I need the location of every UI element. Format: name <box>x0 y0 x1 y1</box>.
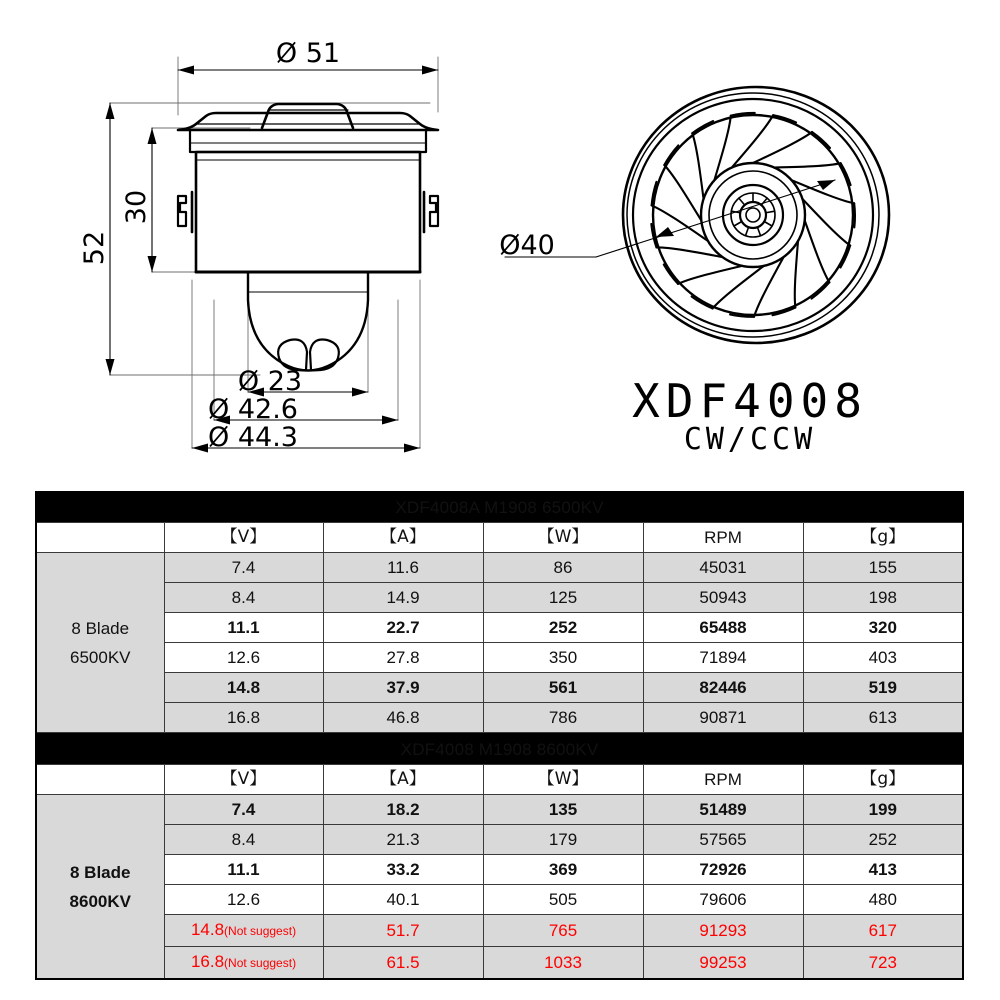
cell-1: 8.4 <box>164 583 323 613</box>
row-group-label-line: 8600KV <box>69 891 131 911</box>
dim-total-height: 52 <box>79 230 110 266</box>
cell-3: 86 <box>483 553 643 583</box>
table-header-row <box>36 765 963 795</box>
table-row <box>36 613 963 643</box>
cell-4: 99253 <box>643 947 803 980</box>
header-blank <box>36 523 164 553</box>
column-header-2: 【A】 <box>323 765 483 795</box>
product-title: XDF4008 <box>632 374 868 428</box>
cell-1: 14.8(Not suggest) <box>164 915 323 947</box>
cell-2: 37.9 <box>323 673 483 703</box>
table-row <box>36 673 963 703</box>
cell-1: 14.8 <box>164 673 323 703</box>
cell-5: 199 <box>803 795 963 825</box>
cell-2: 11.6 <box>323 553 483 583</box>
table-row <box>36 947 963 980</box>
cell-3: 786 <box>483 703 643 733</box>
cell-2: 27.8 <box>323 643 483 673</box>
column-header-1: 【V】 <box>164 765 323 795</box>
row-group-label <box>36 795 164 980</box>
cell-1: 12.6 <box>164 643 323 673</box>
cell-5: 723 <box>803 947 963 980</box>
spec-tables <box>35 491 962 980</box>
cell-1: 12.6 <box>164 885 323 915</box>
table-title-row <box>36 734 963 765</box>
table-title: XDF4008 M1908 8600KV <box>36 734 963 765</box>
cell-5: 155 <box>803 553 963 583</box>
cell-4: 65488 <box>643 613 803 643</box>
table-title-row <box>36 492 963 523</box>
row-group-label-line: 8 Blade <box>71 618 130 638</box>
cell-5: 252 <box>803 825 963 855</box>
row-group-label-line: 6500KV <box>70 647 131 667</box>
cell-1: 16.8(Not suggest) <box>164 947 323 980</box>
table-row <box>36 825 963 855</box>
table-row <box>36 795 963 825</box>
cell-2: 14.9 <box>323 583 483 613</box>
cell-3: 1033 <box>483 947 643 980</box>
cell-3: 561 <box>483 673 643 703</box>
cell-5: 519 <box>803 673 963 703</box>
cell-4: 57565 <box>643 825 803 855</box>
cell-2: 51.7 <box>323 915 483 947</box>
cell-1: 11.1 <box>164 613 323 643</box>
dim-top-diameter: Ø 51 <box>275 38 341 69</box>
cell-5: 613 <box>803 703 963 733</box>
cell-3: 765 <box>483 915 643 947</box>
cell-2: 33.2 <box>323 855 483 885</box>
column-header-5: 【g】 <box>803 765 963 795</box>
cell-4: 72926 <box>643 855 803 885</box>
product-rotation-label: CW/CCW <box>683 422 817 457</box>
table-row <box>36 583 963 613</box>
column-header-3: 【W】 <box>483 765 643 795</box>
column-header-2: 【A】 <box>323 523 483 553</box>
dim-outer: Ø 44.3 <box>208 422 298 453</box>
row-group-label <box>36 553 164 733</box>
column-header-4: RPM <box>643 523 803 553</box>
cell-1: 7.4 <box>164 795 323 825</box>
cell-3: 369 <box>483 855 643 885</box>
dim-inner-mid: Ø 42.6 <box>208 394 298 425</box>
spec-table-2 <box>35 733 964 980</box>
table-row <box>36 855 963 885</box>
table-row <box>36 643 963 673</box>
cell-3: 350 <box>483 643 643 673</box>
cell-2: 22.7 <box>323 613 483 643</box>
table-row <box>36 885 963 915</box>
cell-1: 8.4 <box>164 825 323 855</box>
cell-3: 135 <box>483 795 643 825</box>
spec-table-1 <box>35 491 964 733</box>
cell-4: 71894 <box>643 643 803 673</box>
cell-3: 252 <box>483 613 643 643</box>
cell-3: 125 <box>483 583 643 613</box>
column-header-1: 【V】 <box>164 523 323 553</box>
cell-2: 61.5 <box>323 947 483 980</box>
cell-5: 403 <box>803 643 963 673</box>
dim-impeller: Ø40 <box>499 230 555 261</box>
cell-2: 40.1 <box>323 885 483 915</box>
column-header-5: 【g】 <box>803 523 963 553</box>
cell-5: 198 <box>803 583 963 613</box>
not-suggest-note: (Not suggest) <box>224 924 297 938</box>
cell-4: 51489 <box>643 795 803 825</box>
column-header-4: RPM <box>643 765 803 795</box>
cell-1: 16.8 <box>164 703 323 733</box>
row-group-label-line: 8 Blade <box>70 862 131 882</box>
cell-2: 18.2 <box>323 795 483 825</box>
cell-4: 79606 <box>643 885 803 915</box>
not-suggest-note: (Not suggest) <box>224 956 297 970</box>
cell-2: 46.8 <box>323 703 483 733</box>
cell-5: 617 <box>803 915 963 947</box>
cell-1: 11.1 <box>164 855 323 885</box>
table-title: XDF4008A M1908 6500KV <box>36 492 963 523</box>
dim-body-height: 30 <box>121 189 152 225</box>
table-row <box>36 703 963 733</box>
cell-5: 480 <box>803 885 963 915</box>
drawing-area <box>0 0 1000 488</box>
table-row <box>36 915 963 947</box>
cell-4: 50943 <box>643 583 803 613</box>
cell-4: 82446 <box>643 673 803 703</box>
cell-3: 505 <box>483 885 643 915</box>
table-row <box>36 553 963 583</box>
table-header-row <box>36 523 963 553</box>
cell-4: 45031 <box>643 553 803 583</box>
header-blank <box>36 765 164 795</box>
cell-4: 91293 <box>643 915 803 947</box>
column-header-3: 【W】 <box>483 523 643 553</box>
cell-5: 413 <box>803 855 963 885</box>
cell-2: 21.3 <box>323 825 483 855</box>
cell-1: 7.4 <box>164 553 323 583</box>
cell-3: 179 <box>483 825 643 855</box>
cell-4: 90871 <box>643 703 803 733</box>
dim-inner-small: Ø 23 <box>237 366 303 397</box>
cell-5: 320 <box>803 613 963 643</box>
